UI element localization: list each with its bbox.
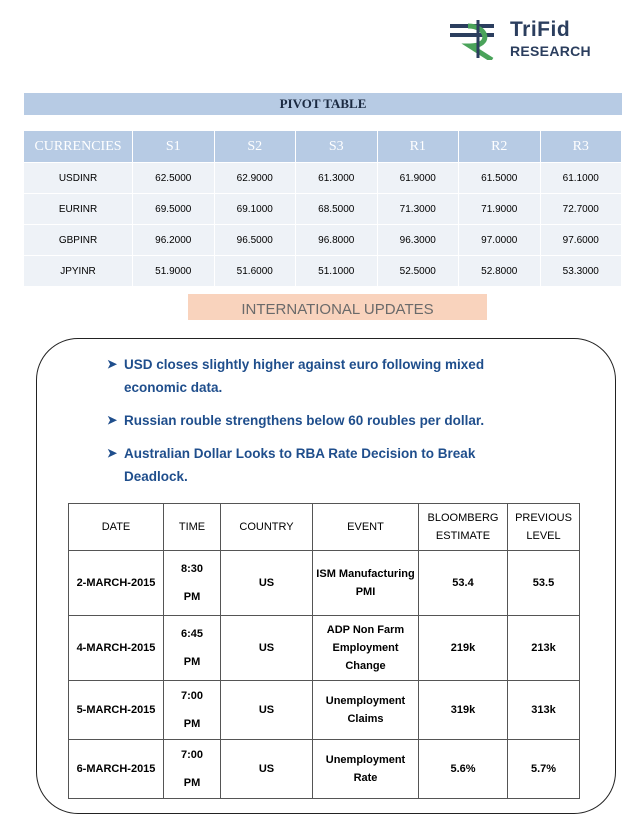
rupee-logo-icon xyxy=(448,18,508,60)
table-cell: JPYINR xyxy=(24,256,133,287)
calendar-header-cell: COUNTRY xyxy=(221,504,313,551)
previous-cell: 53.5 xyxy=(508,551,580,616)
table-row xyxy=(69,551,580,616)
event-cell: Unemployment Rate xyxy=(313,740,419,799)
country-cell: US xyxy=(221,616,313,681)
country-cell: US xyxy=(221,551,313,616)
table-row xyxy=(69,616,580,681)
table-row xyxy=(24,163,622,194)
date-cell: 4-MARCH-2015 xyxy=(69,616,164,681)
table-row xyxy=(69,740,580,799)
table-cell: GBPINR xyxy=(24,225,133,256)
calendar-header-cell: EVENT xyxy=(313,504,419,551)
trifid-logo xyxy=(448,18,598,60)
updates-bullet-list xyxy=(107,353,527,498)
table-cell: 69.5000 xyxy=(133,194,215,225)
pivot-header-row xyxy=(24,131,622,163)
estimate-cell: 319k xyxy=(419,681,508,740)
table-cell: EURINR xyxy=(24,194,133,225)
arrow-bullet-icon: ➤ xyxy=(107,413,118,427)
pivot-header-cell: CURRENCIES xyxy=(24,131,133,163)
pivot-header-cell: S1 xyxy=(133,131,215,163)
table-cell: 61.5000 xyxy=(459,163,541,194)
time-period: PM xyxy=(183,656,201,668)
table-row xyxy=(24,225,622,256)
date-cell: 2-MARCH-2015 xyxy=(69,551,164,616)
table-cell: 97.6000 xyxy=(540,225,622,256)
list-item xyxy=(107,442,527,488)
time-cell xyxy=(164,616,221,681)
country-cell: US xyxy=(221,740,313,799)
bullet-text: Australian Dollar Looks to RBA Rate Decision to Break Deadlock. xyxy=(124,446,476,484)
time-cell xyxy=(164,740,221,799)
table-cell: 71.3000 xyxy=(377,194,459,225)
table-cell: 68.5000 xyxy=(296,194,378,225)
table-cell: 62.5000 xyxy=(133,163,215,194)
time-cell xyxy=(164,681,221,740)
estimate-cell: 219k xyxy=(419,616,508,681)
table-cell: 69.1000 xyxy=(214,194,296,225)
date-cell: 5-MARCH-2015 xyxy=(69,681,164,740)
table-cell: USDINR xyxy=(24,163,133,194)
event-cell: ISM Manufacturing PMI xyxy=(313,551,419,616)
table-cell: 96.2000 xyxy=(133,225,215,256)
arrow-bullet-icon: ➤ xyxy=(107,357,118,371)
table-cell: 96.5000 xyxy=(214,225,296,256)
time-value: 6:45 xyxy=(180,628,204,640)
table-cell: 62.9000 xyxy=(214,163,296,194)
list-item xyxy=(107,409,527,432)
pivot-header-cell: S2 xyxy=(214,131,296,163)
time-period: PM xyxy=(183,718,201,730)
time-value: 7:00 xyxy=(180,690,204,702)
estimate-cell: 5.6% xyxy=(419,740,508,799)
time-value: 8:30 xyxy=(180,563,204,575)
calendar-header-cell: BLOOMBERG ESTIMATE xyxy=(419,504,508,551)
calendar-header-row xyxy=(69,504,580,551)
date-cell: 6-MARCH-2015 xyxy=(69,740,164,799)
estimate-cell: 53.4 xyxy=(419,551,508,616)
table-cell: 51.9000 xyxy=(133,256,215,287)
pivot-header-cell: R3 xyxy=(540,131,622,163)
previous-cell: 213k xyxy=(508,616,580,681)
table-cell: 53.3000 xyxy=(540,256,622,287)
time-value: 7:00 xyxy=(180,749,204,761)
country-cell: US xyxy=(221,681,313,740)
arrow-bullet-icon: ➤ xyxy=(107,446,118,460)
pivot-table-title: PIVOT TABLE xyxy=(24,93,622,115)
event-cell: ADP Non Farm Employment Change xyxy=(313,616,419,681)
previous-cell: 313k xyxy=(508,681,580,740)
previous-cell: 5.7% xyxy=(508,740,580,799)
table-cell: 51.6000 xyxy=(214,256,296,287)
table-cell: 96.8000 xyxy=(296,225,378,256)
pivot-header-cell: R1 xyxy=(377,131,459,163)
pivot-header-cell: R2 xyxy=(459,131,541,163)
bullet-text: USD closes slightly higher against euro following mixed economic data. xyxy=(124,357,485,395)
table-cell: 52.5000 xyxy=(377,256,459,287)
logo-name: TriFid xyxy=(510,18,571,41)
table-cell: 72.7000 xyxy=(540,194,622,225)
calendar-header-cell: DATE xyxy=(69,504,164,551)
pivot-table xyxy=(24,131,622,286)
logo-subtitle: RESEARCH xyxy=(510,43,591,59)
bullet-text: Russian rouble strengthens below 60 roubles per dollar. xyxy=(124,413,485,428)
table-cell: 51.1000 xyxy=(296,256,378,287)
table-row xyxy=(69,681,580,740)
table-row xyxy=(24,194,622,225)
economic-calendar-table xyxy=(68,503,580,799)
international-updates-heading: INTERNATIONAL UPDATES xyxy=(188,294,487,320)
pivot-header-cell: S3 xyxy=(296,131,378,163)
table-cell: 71.9000 xyxy=(459,194,541,225)
table-cell: 61.1000 xyxy=(540,163,622,194)
time-cell xyxy=(164,551,221,616)
list-item xyxy=(107,353,527,399)
time-period: PM xyxy=(183,591,201,603)
time-period: PM xyxy=(183,777,201,789)
table-cell: 61.3000 xyxy=(296,163,378,194)
calendar-header-cell: TIME xyxy=(164,504,221,551)
table-row xyxy=(24,256,622,287)
table-cell: 96.3000 xyxy=(377,225,459,256)
table-cell: 61.9000 xyxy=(377,163,459,194)
table-cell: 52.8000 xyxy=(459,256,541,287)
calendar-header-cell: PREVIOUS LEVEL xyxy=(508,504,580,551)
event-cell: Unemployment Claims xyxy=(313,681,419,740)
table-cell: 97.0000 xyxy=(459,225,541,256)
